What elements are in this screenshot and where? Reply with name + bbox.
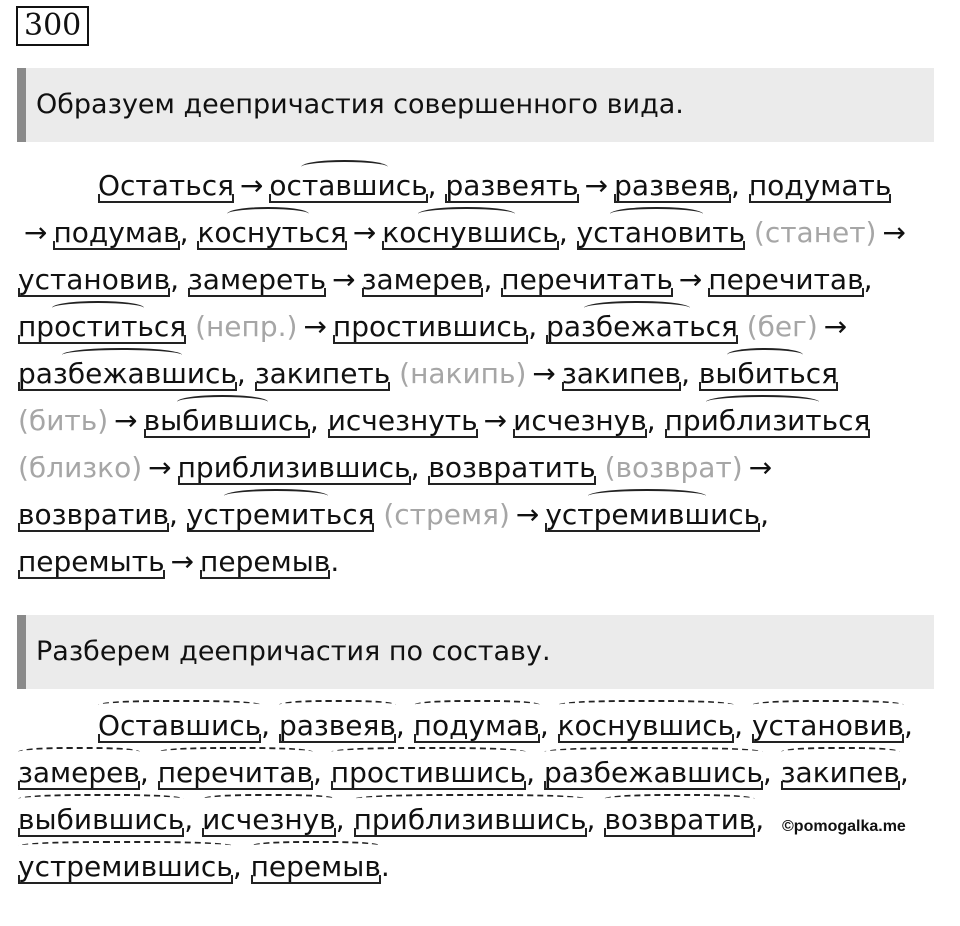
word: оставшись: [269, 162, 427, 209]
word: перечитать: [501, 256, 673, 303]
separator: ,: [184, 803, 203, 836]
separator: ,: [755, 803, 765, 836]
separator: ,: [904, 709, 913, 742]
separator: ,: [312, 756, 331, 789]
word: замерев: [362, 256, 484, 303]
arrow-icon: →: [532, 357, 556, 390]
separator: ,: [261, 709, 279, 742]
separator: ,: [539, 709, 558, 742]
separator: ,: [232, 850, 251, 883]
text-line-6: [18, 397, 938, 444]
word: подумать: [749, 162, 891, 209]
word: коснуться: [197, 209, 346, 256]
section-heading-1: Образуем деепричастия совершенного вида.: [17, 68, 934, 142]
watermark: ©pomogalka.me: [782, 818, 906, 835]
word: выбившись: [144, 397, 310, 444]
root-hint: (возврат): [604, 451, 743, 484]
word: возвратив: [604, 796, 755, 843]
word: возвратив: [18, 491, 169, 538]
word: установить: [577, 209, 745, 256]
text-line-3: [18, 256, 938, 303]
word: закипеть: [255, 350, 391, 397]
word: разбежаться: [546, 303, 738, 350]
separator: ,: [528, 310, 547, 343]
word: коснувшись: [558, 702, 735, 749]
arrow-icon: →: [239, 169, 264, 202]
word: закипев: [781, 749, 900, 796]
separator: [186, 310, 195, 343]
separator: ,: [558, 216, 577, 249]
separator: ,: [646, 404, 665, 437]
word: исчезнув: [513, 397, 647, 444]
word: перечитав: [158, 749, 313, 796]
root-hint: (близко): [18, 451, 143, 484]
arrow-icon: →: [352, 216, 377, 249]
arrow-icon: →: [114, 404, 138, 437]
word: выбиться: [699, 350, 838, 397]
word: приблизившись: [178, 444, 411, 491]
text-line-1: [18, 162, 938, 209]
word: выбившись: [18, 796, 184, 843]
arrow-icon: →: [823, 310, 848, 343]
word: подумав: [53, 209, 179, 256]
text-line-7: [18, 444, 938, 491]
word: установив: [752, 702, 904, 749]
section-heading-2: Разберем деепричастия по составу.: [17, 615, 934, 689]
word: закипев: [562, 350, 681, 397]
text-line-5: [18, 350, 938, 397]
arrow-icon: →: [515, 498, 540, 531]
separator: ,: [734, 709, 752, 742]
word: простившись: [333, 303, 528, 350]
word: перечитав: [708, 256, 863, 303]
root-hint: (накипь): [399, 357, 527, 390]
word: перемыв: [200, 538, 330, 585]
word: устремиться: [187, 491, 375, 538]
separator: ,: [335, 803, 354, 836]
separator: [738, 310, 747, 343]
word: разбежавшись: [544, 749, 763, 796]
morphemic-analysis-block: [18, 702, 938, 890]
separator: [390, 357, 399, 390]
word: возвратить: [428, 444, 595, 491]
arrow-icon: →: [303, 310, 327, 343]
word: подумав: [414, 702, 540, 749]
root-hint: (стремя): [383, 498, 510, 531]
word: развеяв: [279, 702, 396, 749]
separator: [374, 498, 383, 531]
text-line-9: [18, 538, 938, 585]
root-hint: (станет): [753, 216, 877, 249]
separator: ,: [309, 404, 328, 437]
word: приблизившись: [354, 796, 587, 843]
separator: ,: [170, 263, 188, 296]
separator: ,: [681, 357, 699, 390]
arrow-icon: →: [483, 404, 508, 437]
arrow-icon: →: [332, 263, 356, 296]
analysis-line-4: [18, 843, 938, 890]
separator: ,: [899, 756, 909, 789]
separator: ,: [863, 263, 873, 296]
text-line-4: [18, 303, 938, 350]
separator: ,: [139, 756, 158, 789]
word: развеяв: [614, 162, 731, 209]
word-formation-block: [18, 162, 938, 585]
word: приблизиться: [665, 397, 871, 444]
arrow-icon: →: [882, 216, 906, 249]
arrow-icon: →: [170, 545, 195, 578]
word: устремившись: [545, 491, 760, 538]
word: устремившись: [18, 843, 233, 890]
word: коснувшись: [382, 209, 559, 256]
separator: ,: [731, 169, 749, 202]
word: Оставшись: [98, 702, 261, 749]
word: замерев: [18, 749, 140, 796]
exercise-number: 300: [16, 6, 89, 46]
word: установив: [18, 256, 170, 303]
separator: [596, 451, 605, 484]
root-hint: (бег): [746, 310, 818, 343]
root-hint: (непр.): [195, 310, 298, 343]
arrow-icon: →: [678, 263, 703, 296]
arrow-icon: →: [148, 451, 172, 484]
word: исчезнуть: [328, 397, 478, 444]
separator: .: [380, 850, 390, 883]
separator: ,: [236, 357, 255, 390]
separator: ,: [427, 169, 446, 202]
text-line-8: [18, 491, 938, 538]
analysis-line-2: [18, 749, 938, 796]
separator: [745, 216, 754, 249]
separator: ,: [760, 498, 770, 531]
arrow-icon: →: [584, 169, 609, 202]
word: Остаться: [98, 162, 234, 209]
arrow-icon: →: [748, 451, 773, 484]
separator: ,: [483, 263, 502, 296]
word: простившись: [331, 749, 526, 796]
separator: ,: [168, 498, 187, 531]
separator: ,: [586, 803, 605, 836]
analysis-line-1: [18, 702, 938, 749]
word: проститься: [18, 303, 186, 350]
word: замереть: [188, 256, 326, 303]
word: разбежавшись: [18, 350, 237, 397]
separator: ,: [179, 216, 198, 249]
word: перемыв: [251, 843, 381, 890]
word: исчезнув: [202, 796, 336, 843]
separator: ,: [526, 756, 544, 789]
text-line-2: [18, 209, 938, 256]
separator: .: [330, 545, 340, 578]
word: перемыть: [18, 538, 165, 585]
root-hint: (бить): [18, 404, 109, 437]
word: развеять: [445, 162, 578, 209]
separator: ,: [410, 451, 429, 484]
separator: ,: [395, 709, 414, 742]
separator: ,: [762, 756, 781, 789]
arrow-icon: →: [24, 216, 48, 249]
